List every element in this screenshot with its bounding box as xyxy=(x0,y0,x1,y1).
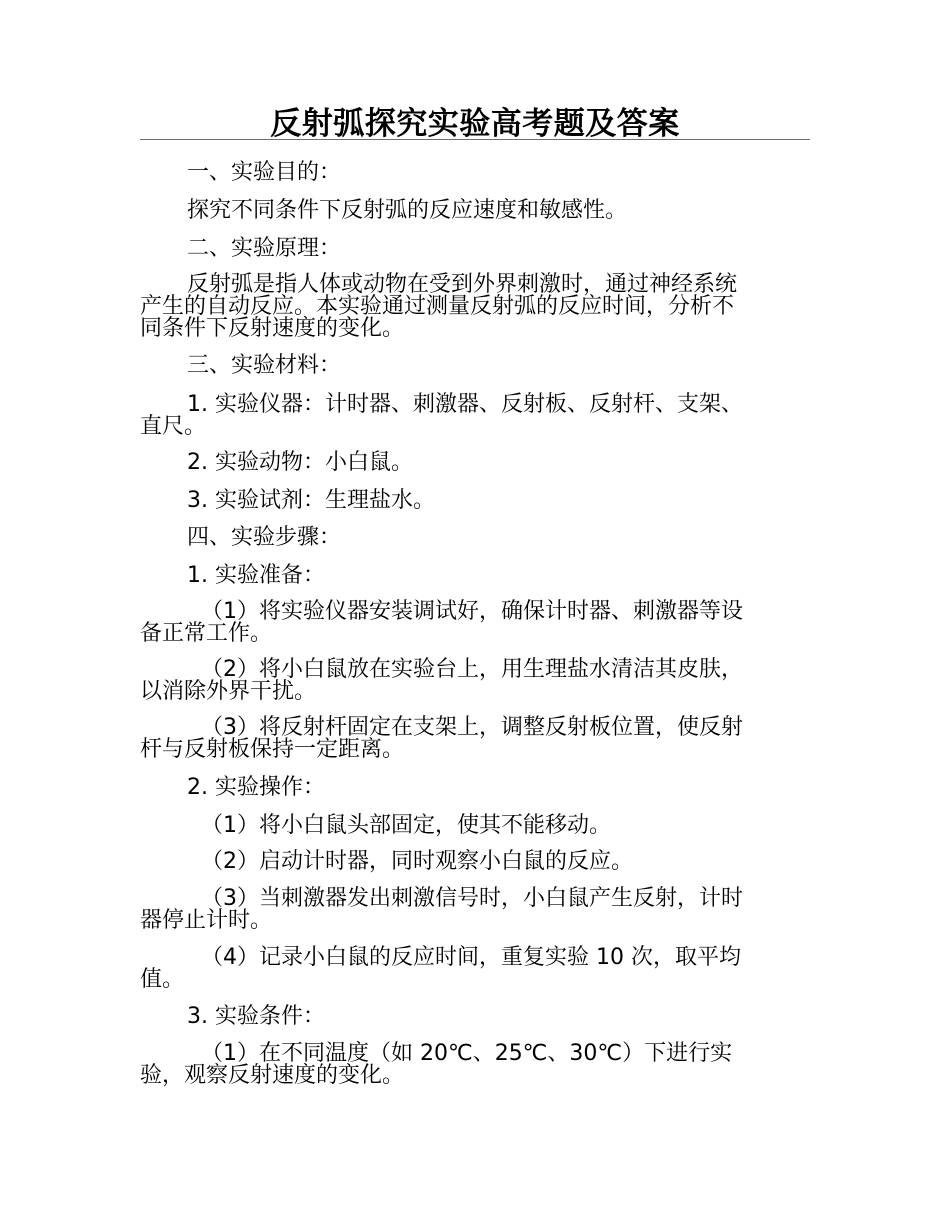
heading-purpose xyxy=(140,162,810,184)
op-step-2 xyxy=(140,851,810,873)
heading-materials-text: 三、实验材料： xyxy=(187,353,342,378)
op-step-1 xyxy=(140,815,810,837)
principle-line-3: 同条件下反射速度的变化。 xyxy=(140,316,405,341)
op-step-3-line-1: （3）当刺激器发出刺激信号时，小白鼠产生反射，计时 xyxy=(201,886,743,911)
purpose-text: 探究不同条件下反射弧的反应速度和敏感性。 xyxy=(187,198,628,223)
op-step-4-line-2: 值。 xyxy=(140,967,185,992)
heading-steps xyxy=(140,527,810,549)
principle-paragraph xyxy=(140,274,810,340)
op-step-3-line-2: 器停止计时。 xyxy=(140,908,273,933)
prep-step-3-line-1: （3）将反射杆固定在支架上，调整反射板位置，使反射 xyxy=(201,715,743,740)
prep-step-1-line-2: 备正常工作。 xyxy=(140,621,273,646)
instruments-line-2: 直尺。 xyxy=(140,414,207,439)
cond-heading-text: 3. 实验条件： xyxy=(187,1004,325,1029)
heading-materials xyxy=(140,355,810,377)
op-step-4 xyxy=(140,947,810,991)
cond-step-1-line-1: （1）在不同温度（如 20℃、25℃、30℃）下进行实 xyxy=(201,1041,733,1066)
op-step-1-text: （1）将小白鼠头部固定，使其不能移动。 xyxy=(201,813,611,838)
cond-heading xyxy=(140,1006,810,1028)
prep-heading xyxy=(140,565,810,587)
prep-heading-text: 1. 实验准备： xyxy=(187,563,325,588)
op-heading-text: 2. 实验操作： xyxy=(187,775,325,800)
prep-step-3-line-2: 杆与反射板保持一定距离。 xyxy=(140,737,405,762)
prep-step-1-line-1: （1）将实验仪器安装调试好，确保计时器、刺激器等设 xyxy=(201,599,743,624)
purpose-paragraph xyxy=(140,200,810,222)
reagent-text: 3. 实验试剂：生理盐水。 xyxy=(187,488,435,513)
principle-line-1: 反射弧是指人体或动物在受到外界刺激时，通过神经系统 xyxy=(187,272,738,297)
title-underline xyxy=(140,139,810,140)
materials-animal xyxy=(140,452,810,474)
prep-step-2-line-2: 以消除外界干扰。 xyxy=(140,679,317,704)
heading-principle xyxy=(140,238,810,260)
cond-step-1-line-2: 验，观察反射速度的变化。 xyxy=(140,1063,405,1088)
materials-instruments xyxy=(140,394,810,438)
prep-step-2 xyxy=(140,659,810,703)
op-step-4-line-1: （4）记录小白鼠的反应时间，重复实验 10 次，取平均 xyxy=(201,945,741,970)
op-step-3 xyxy=(140,888,810,932)
instruments-line-1: 1. 实验仪器：计时器、刺激器、反射板、反射杆、支架、 xyxy=(187,392,743,417)
prep-step-2-line-1: （2）将小白鼠放在实验台上，用生理盐水清洁其皮肤， xyxy=(201,657,743,682)
prep-step-1 xyxy=(140,601,810,645)
op-step-2-text: （2）启动计时器，同时观察小白鼠的反应。 xyxy=(201,849,633,874)
document-title: 反射弧探究实验高考题及答案 xyxy=(270,106,680,142)
heading-purpose-text: 一、实验目的： xyxy=(187,160,342,185)
animal-text: 2. 实验动物：小白鼠。 xyxy=(187,450,413,475)
principle-line-2: 产生的自动反应。本实验通过测量反射弧的反应时间，分析不 xyxy=(140,294,735,319)
prep-step-3 xyxy=(140,717,810,761)
op-heading xyxy=(140,777,810,799)
heading-steps-text: 四、实验步骤： xyxy=(187,525,342,550)
materials-reagent xyxy=(140,490,810,512)
heading-principle-text: 二、实验原理： xyxy=(187,236,342,261)
cond-step-1 xyxy=(140,1043,810,1087)
